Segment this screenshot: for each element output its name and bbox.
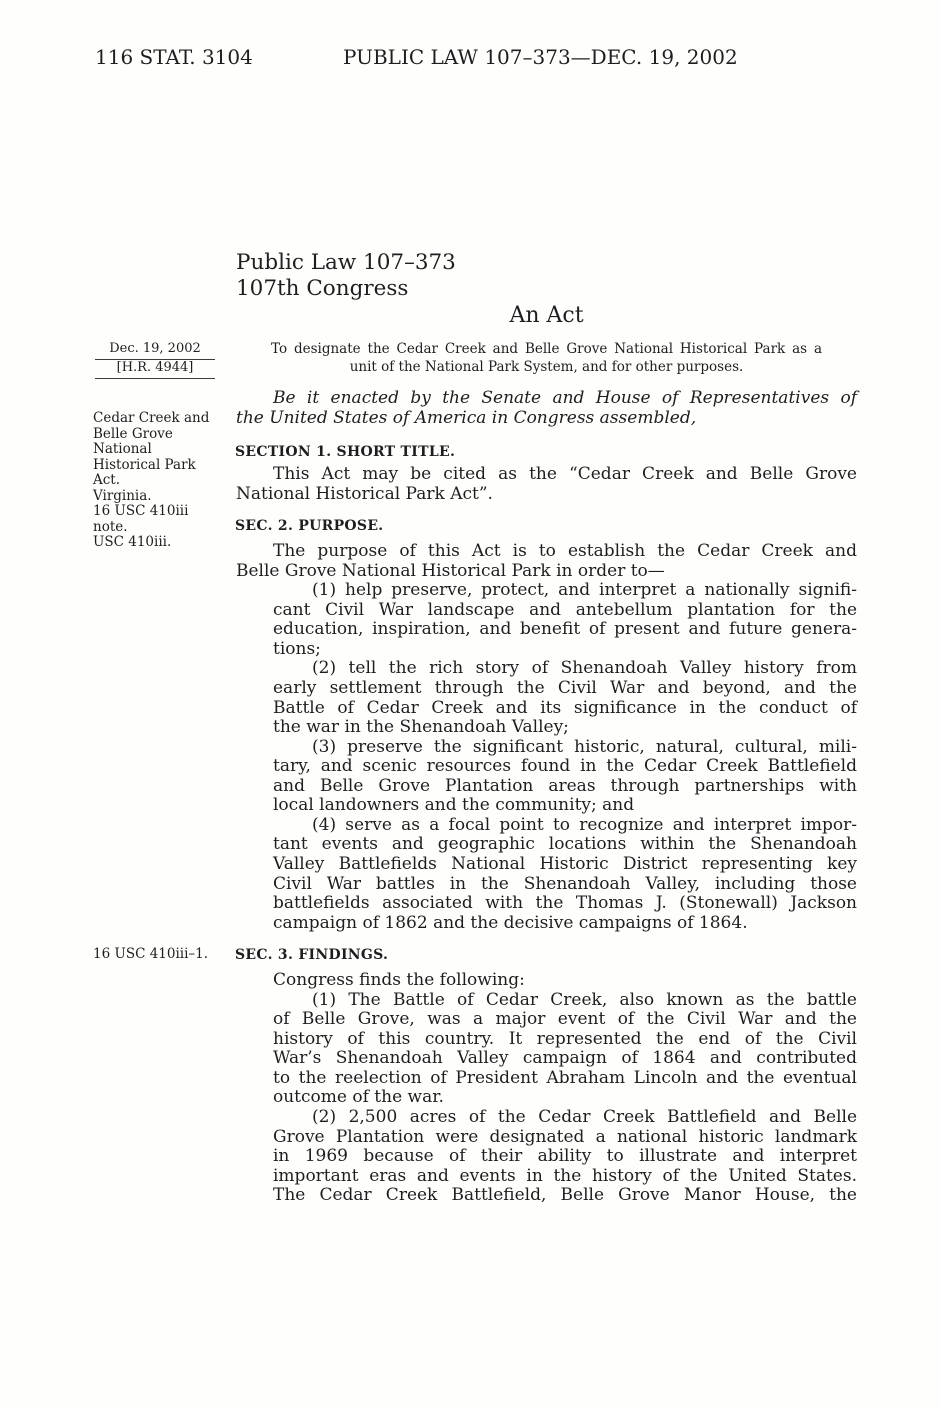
body-line: The Cedar Creek Battlefield, Belle Grove Manor House, the: [273, 1185, 857, 1206]
section-2-heading: SEC. 2. PURPOSE.: [235, 518, 384, 534]
body-line: Belle Grove National Historical Park in order to—: [236, 560, 665, 581]
body-line: National Historical Park Act”.: [236, 483, 493, 504]
body-line: battlefields associated with the Thomas J. (Stonewall) Jackson: [273, 893, 857, 914]
margin-rule: [95, 378, 215, 379]
purpose-line: unit of the National Park System, and for other purposes.: [349, 359, 744, 375]
act-label: An Act: [509, 303, 584, 328]
body-line: (3) preserve the significant historic, natural, cultural, mili-: [312, 736, 857, 757]
body-line: This Act may be cited as the “Cedar Creek and Belle Grove: [273, 464, 857, 484]
section-1-body: [236, 465, 857, 504]
body-line: history of this country. It represented the end of the Civil: [273, 1028, 857, 1049]
margin-note-line: Historical Park: [93, 456, 196, 473]
margin-citation-sec3: 16 USC 410iii–1.: [93, 946, 209, 962]
body-line: local landowners and the community; and: [273, 795, 635, 816]
body-line: tant events and geographic locations within the Shenandoah: [273, 834, 857, 855]
body-line: of Belle Grove, was a major event of the Civil War and the: [273, 1009, 857, 1030]
body-line: War’s Shenandoah Valley campaign of 1864 and contributed: [273, 1048, 857, 1069]
body-line: (2) 2,500 acres of the Cedar Creek Battlefield and Belle: [312, 1106, 857, 1127]
section-2-body: [236, 542, 857, 933]
body-line: important eras and events in the history of the United States.: [273, 1165, 857, 1186]
margin-note-line: 16 USC 410iii: [93, 503, 189, 519]
margin-notes: [93, 411, 209, 551]
body-line: tary, and scenic resources found in the Cedar Creek Battlefield: [273, 756, 857, 777]
margin-note-line: National: [93, 441, 152, 457]
margin-note-line: Act.: [93, 472, 121, 488]
margin-note-line: USC 410iii.: [93, 534, 172, 550]
section-1-heading: SECTION 1. SHORT TITLE.: [235, 444, 456, 460]
body-line: early settlement through the Civil War and beyond, and the: [273, 677, 857, 698]
body-line: Civil War battles in the Shenandoah Valley, including those: [273, 873, 857, 894]
body-line: outcome of the war.: [273, 1087, 444, 1108]
body-line: cant Civil War landscape and antebellum plantation for the: [273, 599, 857, 620]
body-line: the war in the Shenandoah Valley;: [273, 717, 569, 738]
body-line: (4) serve as a focal point to recognize and interpret impor-: [312, 814, 857, 835]
section-3-body: [236, 971, 857, 1206]
purpose-clause: [271, 340, 822, 376]
body-line: (1) help preserve, protect, and interpret a nationally signifi-: [312, 580, 857, 601]
body-line: (1) The Battle of Cedar Creek, also known as the battle: [312, 989, 857, 1010]
body-line: Grove Plantation were designated a national historic landmark: [273, 1126, 857, 1147]
margin-note-line: Cedar Creek and: [93, 410, 210, 426]
body-line: and Belle Grove Plantation areas through partnerships with: [273, 775, 857, 796]
enacting-clause: [236, 389, 857, 428]
enacting-line: Be it enacted by the Senate and House of Representatives of: [273, 388, 857, 408]
purpose-line: To designate the Cedar Creek and Belle Grove National Historical Park as a: [271, 341, 822, 357]
body-line: to the reelection of President Abraham Lincoln and the eventual: [273, 1067, 857, 1088]
body-line: The purpose of this Act is to establish the Cedar Creek and: [273, 541, 857, 561]
body-line: education, inspiration, and benefit of present and future genera-: [273, 619, 857, 640]
page-citation: 116 STAT. 3104: [95, 45, 253, 69]
margin-note-line: Virginia.: [93, 487, 152, 504]
congress-number: 107th Congress: [236, 276, 409, 301]
running-head: PUBLIC LAW 107–373—DEC. 19, 2002: [343, 45, 738, 69]
body-line: Valley Battlefields National Historic District representing key: [273, 854, 857, 874]
section-3-heading: SEC. 3. FINDINGS.: [235, 947, 389, 963]
law-title-block: [236, 250, 456, 302]
body-line: (2) tell the rich story of Shenandoah Valley history from: [312, 658, 857, 679]
body-line: Congress finds the following:: [273, 970, 525, 990]
body-line: campaign of 1862 and the decisive campaigns of 1864.: [273, 912, 748, 933]
public-law-number: Public Law 107–373: [236, 250, 456, 275]
margin-note-line: note.: [93, 518, 128, 535]
body-line: Battle of Cedar Creek and its significance in the conduct of: [273, 697, 857, 718]
body-line: in 1969 because of their ability to illustrate and interpret: [273, 1146, 857, 1167]
margin-note-line: Belle Grove: [93, 425, 173, 442]
margin-date: Dec. 19, 2002: [109, 341, 201, 356]
margin-bill-number: [H.R. 4944]: [116, 360, 194, 375]
body-line: tions;: [273, 638, 321, 659]
enacting-line: the United States of America in Congress assembled,: [236, 407, 697, 428]
